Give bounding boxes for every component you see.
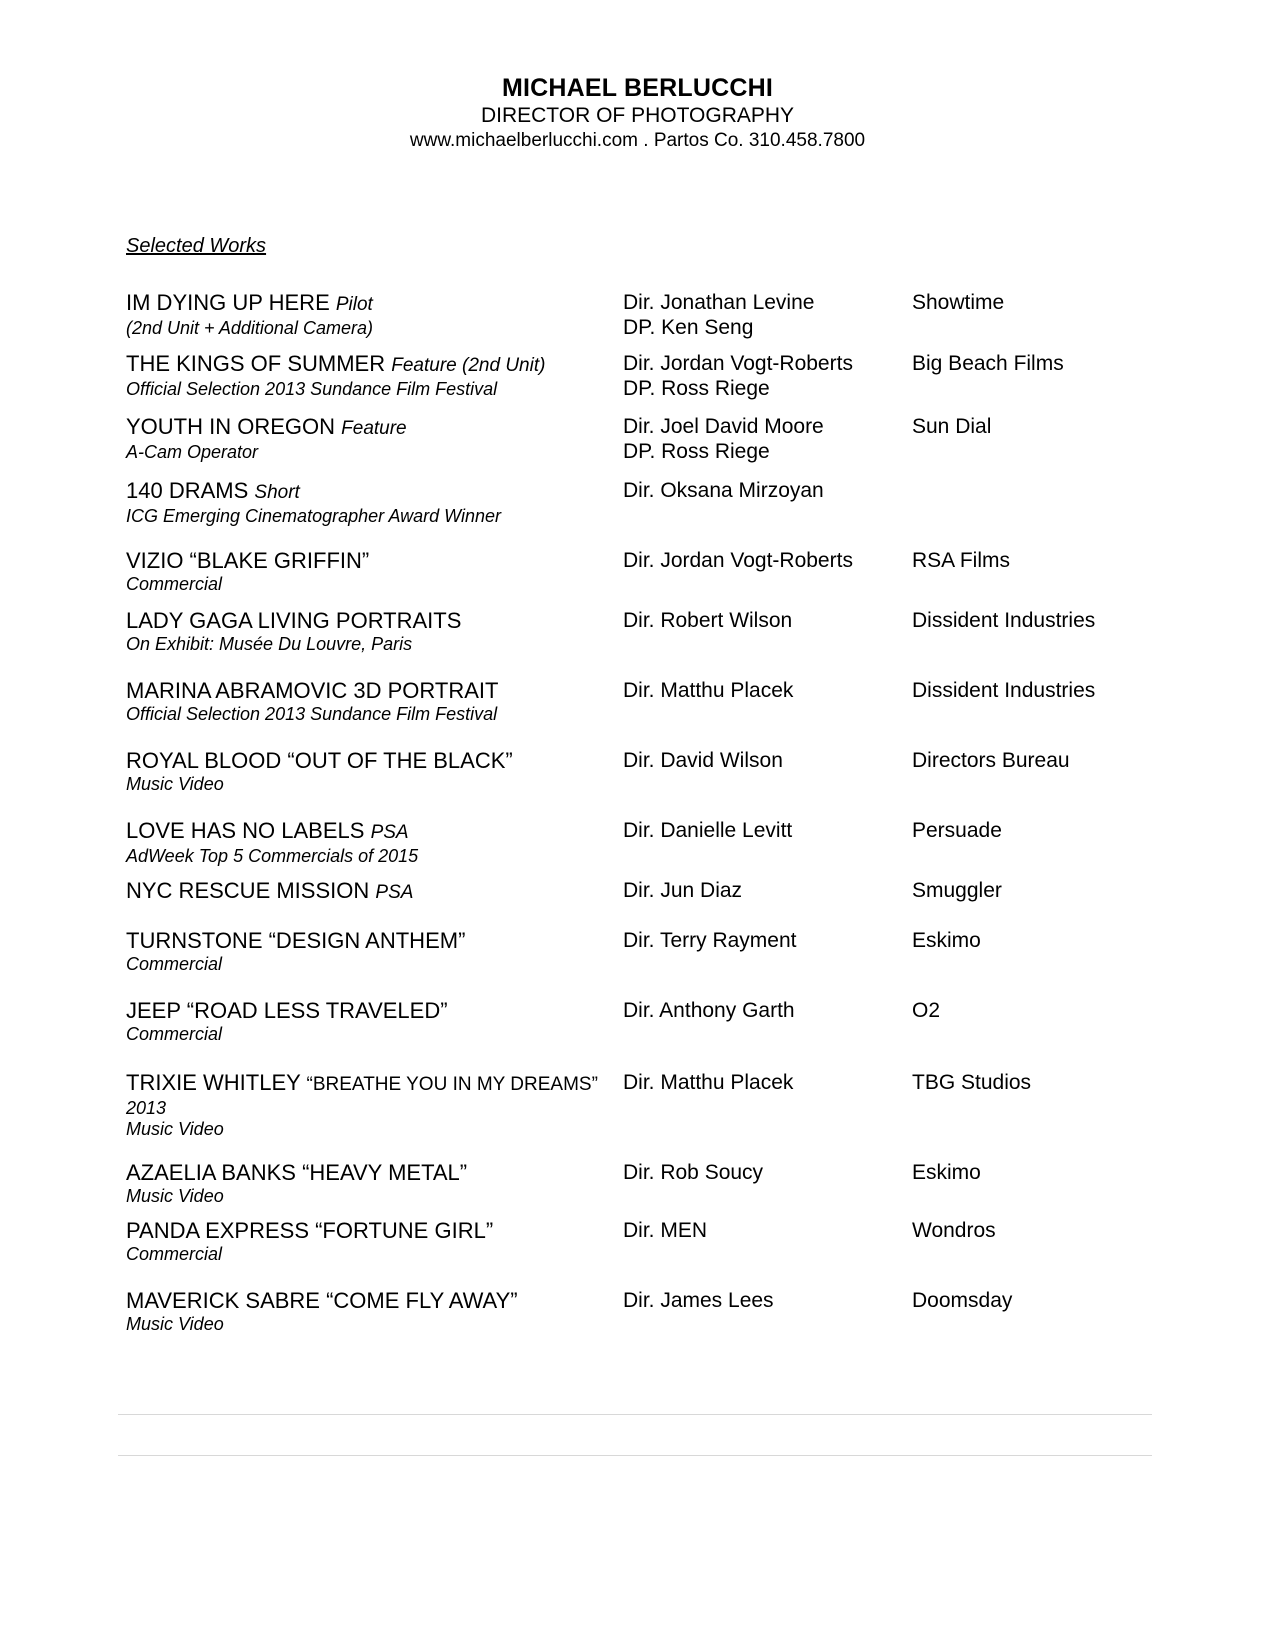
credit-line: Dir. Matthu Placek [623,1071,794,1094]
work-note: A-Cam Operator [126,442,259,462]
work-title-text: LOVE HAS NO LABELS [126,818,365,843]
credit-line: Dir. Robert Wilson [623,609,793,632]
work-title-text: LADY GAGA LIVING PORTRAITS [126,608,462,633]
work-title-text: AZAELIA BANKS “HEAVY METAL” [126,1160,468,1185]
work-title-block [126,1288,616,1335]
company-name: TBG Studios [912,1071,1032,1094]
credit-line: Dir. Oksana Mirzoyan [623,479,824,502]
company-name: Sun Dial [912,415,992,438]
credits-block [623,414,893,464]
work-title-block [126,998,616,1045]
work-title-text: MARINA ABRAMOVIC 3D PORTRAIT [126,678,499,703]
work-note: Commercial [126,1244,223,1264]
work-title [126,290,616,318]
company-name: Dissident Industries [912,679,1096,702]
company-name: Dissident Industries [912,609,1096,632]
work-title [126,748,616,774]
work-title-block [126,1070,616,1140]
company-name: Eskimo [912,929,981,952]
work-title [126,878,616,906]
work-title-block [126,1218,616,1265]
work-title-block [126,548,616,595]
work-title [126,818,616,846]
work-title-block [126,414,616,463]
work-title-block [126,818,616,867]
work-title-text: PANDA EXPRESS “FORTUNE GIRL” [126,1218,494,1243]
work-note: Music Video [126,774,224,794]
work-title-text: JEEP “ROAD LESS TRAVELED” [126,998,448,1023]
work-type: Pilot [335,294,373,315]
work-note: Music Video [126,1186,224,1206]
work-note: ICG Emerging Cinematographer Award Winner [126,506,502,526]
credit-line: Dir. Joel David Moore [623,415,824,438]
credits-block [623,928,893,953]
work-note: Commercial [126,1024,223,1044]
work-title-block [126,1160,616,1207]
work-title-text: THE KINGS OF SUMMER [126,351,386,376]
work-title-block [126,290,616,339]
work-title-text: VIZIO “BLAKE GRIFFIN” [126,548,370,573]
company-name: RSA Films [912,549,1011,572]
work-type: Feature (2nd Unit) [391,355,546,376]
work-title [126,1218,616,1244]
work-type: PSA [370,822,409,843]
company-name: O2 [912,999,941,1022]
credit-line: Dir. Matthu Placek [623,679,794,702]
work-title [126,1288,616,1314]
work-note: 2013 [126,1098,167,1118]
work-title-block [126,608,616,655]
credit-line: Dir. Terry Rayment [623,929,797,952]
credit-line: DP. Ross Riege [623,440,770,463]
work-type: PSA [375,882,414,903]
credits-block [623,678,893,703]
work-title [126,351,616,379]
work-note: AdWeek Top 5 Commercials of 2015 [126,846,419,866]
work-title-text: TRIXIE WHITLEY [126,1070,301,1095]
credit-line: Dir. Jordan Vogt-Roberts [623,352,853,375]
work-title-text: TURNSTONE “DESIGN ANTHEM” [126,928,466,953]
credit-line: Dir. MEN [623,1219,707,1242]
credits-block [623,608,893,633]
credits-block [623,818,893,843]
credits-block [623,290,893,340]
work-title [126,928,616,954]
job-title: DIRECTOR OF PHOTOGRAPHY [480,104,795,127]
credit-line: DP. Ross Riege [623,377,770,400]
section-heading: Selected Works [126,235,267,257]
work-title [126,1070,616,1098]
contact-line: www.michaelberlucchi.com . Partos Co. 310.458.7800 [409,130,866,151]
footer-divider [118,1455,1152,1456]
credits-block [623,878,893,903]
credit-line: Dir. James Lees [623,1289,774,1312]
company-name: Persuade [912,819,1002,842]
credit-line: Dir. Jun Diaz [623,879,743,902]
work-title [126,478,616,506]
work-title-block [126,478,616,527]
credits-block [623,548,893,573]
work-note: Official Selection 2013 Sundance Film Festival [126,379,498,399]
work-title-block [126,351,616,400]
work-title-text: ROYAL BLOOD “OUT OF THE BLACK” [126,748,513,773]
credits-block [623,1288,893,1313]
footer-divider [118,1414,1152,1415]
work-type: Short [254,482,300,503]
credits-block [623,998,893,1023]
work-title-text: MAVERICK SABRE “COME FLY AWAY” [126,1288,518,1313]
work-title-block [126,748,616,795]
credits-block [623,351,893,401]
credit-line: Dir. Anthony Garth [623,999,795,1022]
credits-block [623,1218,893,1243]
work-title-text: IM DYING UP HERE [126,290,330,315]
credit-line: Dir. David Wilson [623,749,783,772]
work-note: Music Video [126,1314,224,1334]
work-note: Commercial [126,954,223,974]
company-name: Directors Bureau [912,749,1070,772]
work-title-text: 140 DRAMS [126,478,249,503]
credit-line: Dir. Jordan Vogt-Roberts [623,549,853,572]
company-name: Doomsday [912,1289,1013,1312]
person-name: MICHAEL BERLUCCHI [502,74,773,102]
work-title-block [126,928,616,975]
company-name: Eskimo [912,1161,981,1184]
credit-line: Dir. Jonathan Levine [623,291,815,314]
company-name: Showtime [912,291,1005,314]
credits-block [623,748,893,773]
work-title-block [126,678,616,725]
work-note: On Exhibit: Musée Du Louvre, Paris [126,634,413,654]
work-title [126,414,616,442]
credit-line: Dir. Rob Soucy [623,1161,764,1184]
work-title [126,998,616,1024]
company-name: Smuggler [912,879,1002,902]
work-quote: “BREATHE YOU IN MY DREAMS” [306,1074,598,1095]
work-title [126,548,616,574]
work-type: Feature [341,418,407,439]
work-note: Official Selection 2013 Sundance Film Festival [126,704,498,724]
credits-block [623,478,893,503]
work-title [126,678,616,704]
work-title [126,1160,616,1186]
credit-line: Dir. Danielle Levitt [623,819,793,842]
credit-line: DP. Ken Seng [623,316,754,339]
work-note: (2nd Unit + Additional Camera) [126,318,373,338]
work-title-block [126,878,616,906]
company-name: Big Beach Films [912,352,1064,375]
credits-block [623,1070,893,1095]
work-title [126,608,616,634]
work-note: Music Video [126,1119,224,1139]
work-title-text: NYC RESCUE MISSION [126,878,370,903]
company-name: Wondros [912,1219,996,1242]
work-title-text: YOUTH IN OREGON [126,414,336,439]
credits-block [623,1160,893,1185]
work-note: Commercial [126,574,223,594]
